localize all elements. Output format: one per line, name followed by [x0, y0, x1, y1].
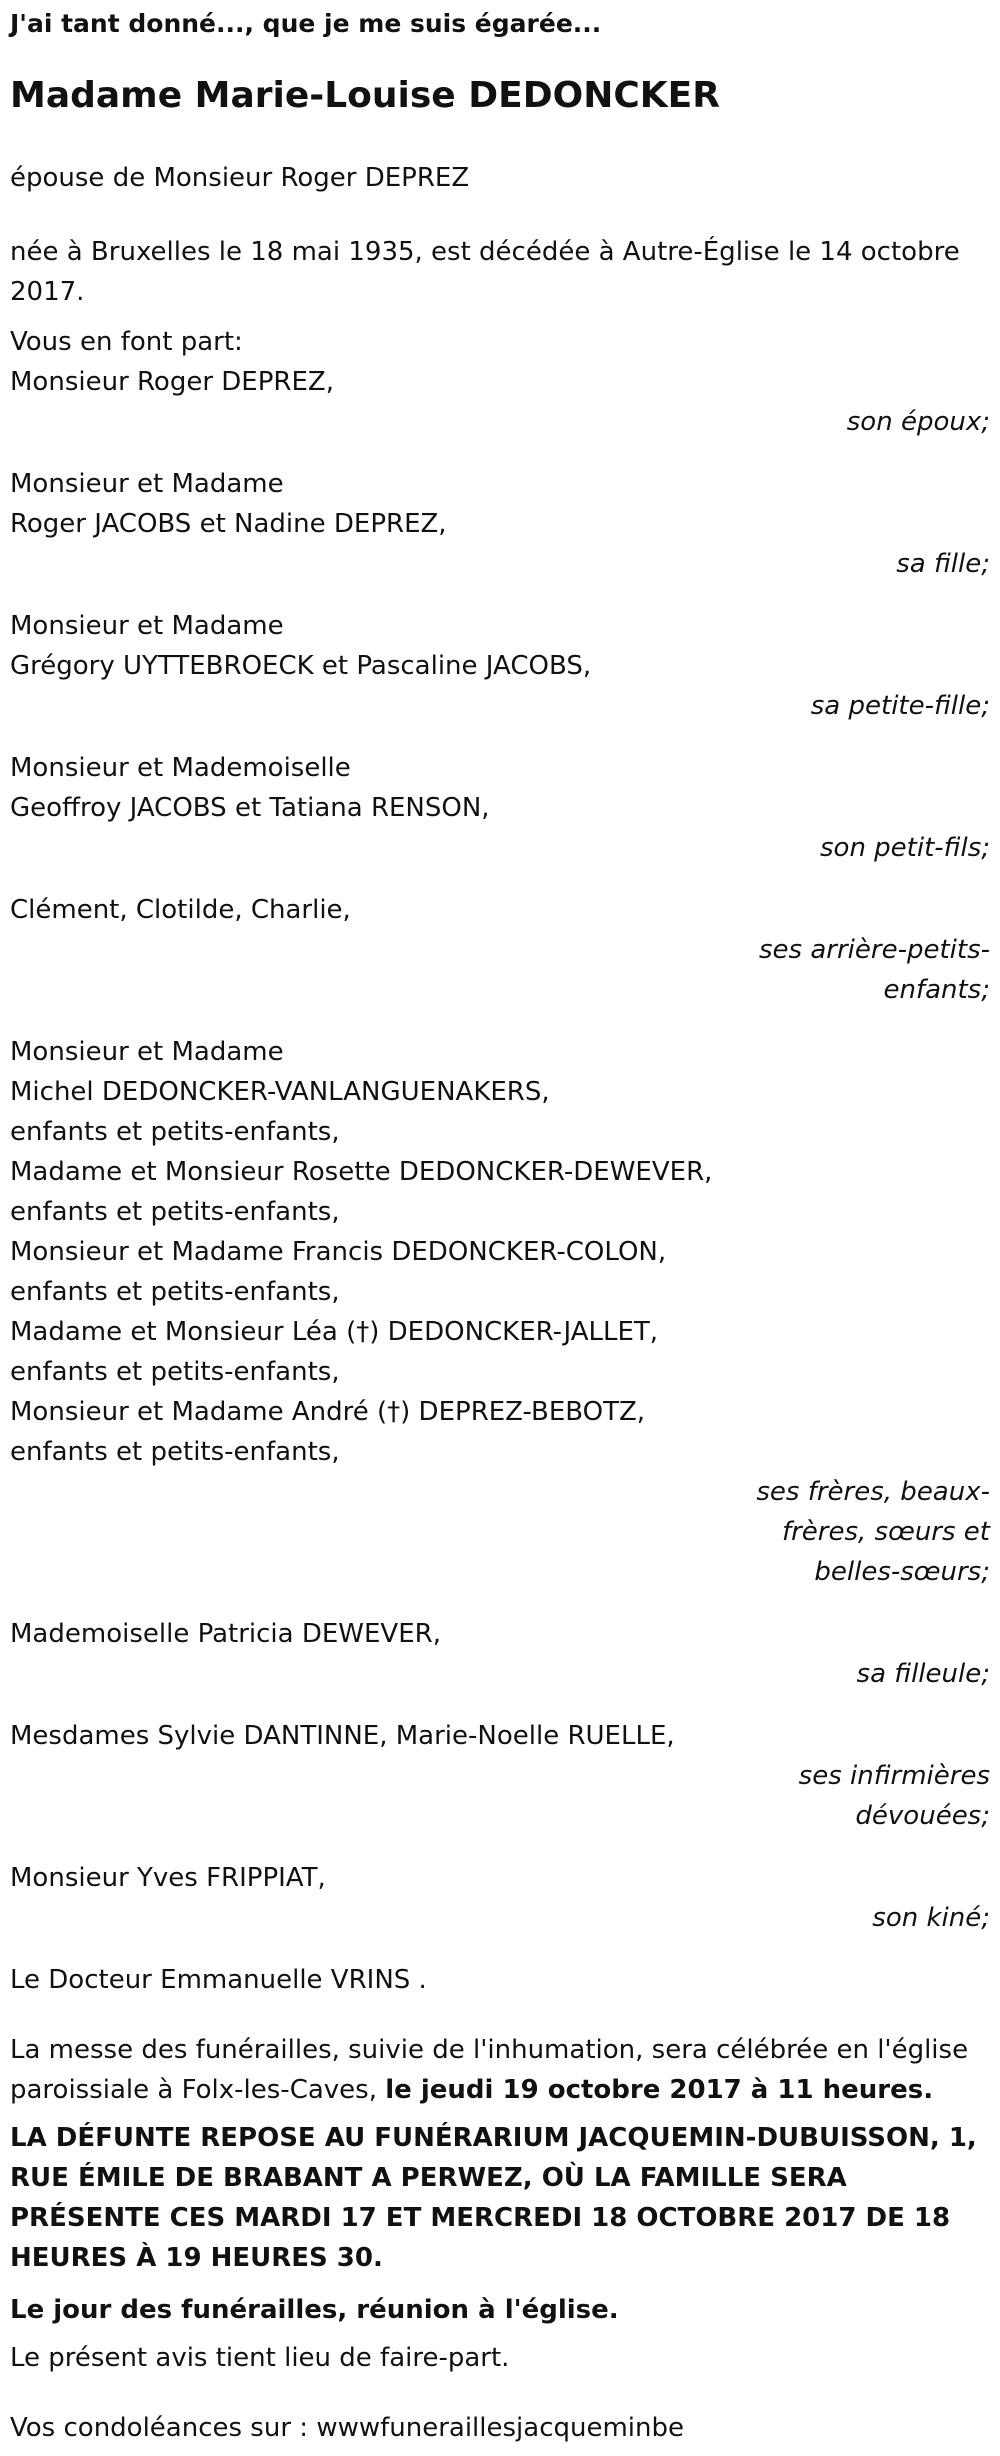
meeting-notice: Le jour des funérailles, réunion à l'église.	[10, 2295, 619, 2325]
family-member-line: Monsieur et Madame	[10, 1037, 284, 1067]
family-member-line: enfants et petits-enfants,	[10, 1197, 340, 1227]
obituary	[10, 4, 990, 2448]
family-entry	[10, 464, 990, 584]
reposing-notice: LA DÉFUNTE REPOSE AU FUNÉRARIUM JACQUEMIN-DUBUISSON, 1, RUE ÉMILE DE BRABANT A PERWEZ, OÙ LA FAMILLE SERA PRÉSENTE CES MARDI 17 ET MERCREDI 18 OCTOBRE 2017 DE 18 HEURES À 19 HEURES 30.	[10, 2123, 977, 2273]
funeral-text: La messe des funérailles, suivie de l'inhumation, sera célébrée en l'église paroissiale à Folx-les-Caves,	[10, 2035, 969, 2105]
family-member-line: Madame et Monsieur Léa (†) DEDONCKER-JALLET,	[10, 1317, 659, 1347]
family-entry	[10, 890, 990, 1010]
family-member-line: Monsieur Roger DEPREZ,	[10, 367, 334, 397]
family-entry	[10, 1614, 990, 1694]
family-member-line: Michel DEDONCKER-VANLANGUENAKERS,	[10, 1077, 550, 1107]
family-member-line: Mesdames Sylvie DANTINNE, Marie-Noelle RUELLE,	[10, 1721, 675, 1751]
family-member-line: Monsieur Yves FRIPPIAT,	[10, 1863, 326, 1893]
funeral-date: le jeudi 19 octobre 2017 à 11 heures.	[385, 2075, 934, 2105]
family-role: ses arrière-petits-enfants;	[759, 935, 990, 1005]
family-member-line: enfants et petits-enfants,	[10, 1357, 340, 1387]
family-role: son époux;	[846, 407, 990, 437]
family-member-line: Le Docteur Emmanuelle VRINS .	[10, 1965, 427, 1995]
family-role: son petit-fils;	[819, 833, 990, 863]
family-role: ses infirmières dévouées;	[798, 1761, 990, 1831]
birth-death-line: née à Bruxelles le 18 mai 1935, est décédée à Autre-Église le 14 octobre 2017.	[10, 237, 960, 307]
family-member-line: Monsieur et Madame	[10, 611, 284, 641]
family-member-line: Grégory UYTTEBROECK et Pascaline JACOBS,	[10, 651, 592, 681]
family-member-line: Roger JACOBS et Nadine DEPREZ,	[10, 509, 447, 539]
faire-part-notice: Le présent avis tient lieu de faire-part.	[10, 2343, 510, 2373]
family-role: ses frères, beaux-frères, sœurs et belles-sœurs;	[756, 1477, 990, 1587]
family-member-line: Geoffroy JACOBS et Tatiana RENSON,	[10, 793, 490, 823]
family-role: sa petite-fille;	[810, 691, 990, 721]
family-entry	[10, 362, 990, 442]
family-member-line: Mademoiselle Patricia DEWEVER,	[10, 1619, 441, 1649]
family-entry	[10, 748, 990, 868]
family-role: son kiné;	[872, 1903, 990, 1933]
funeral-paragraph	[10, 2030, 990, 2110]
family-list	[10, 362, 990, 2000]
family-member-line: Clément, Clotilde, Charlie,	[10, 895, 351, 925]
family-member-line: Madame et Monsieur Rosette DEDONCKER-DEWEVER,	[10, 1157, 713, 1187]
family-entry	[10, 1858, 990, 1938]
family-member-line: enfants et petits-enfants,	[10, 1437, 340, 1467]
intro-line: Vous en font part:	[10, 327, 243, 357]
family-member-line: Monsieur et Madame André (†) DEPREZ-BEBOTZ,	[10, 1397, 646, 1427]
family-member-line: Monsieur et Mademoiselle	[10, 753, 351, 783]
deceased-name: Madame Marie-Louise DEDONCKER	[10, 75, 720, 116]
family-entry	[10, 1032, 990, 1592]
family-entry	[10, 1716, 990, 1836]
family-entry	[10, 606, 990, 726]
family-member-line: enfants et petits-enfants,	[10, 1277, 340, 1307]
family-member-line: enfants et petits-enfants,	[10, 1117, 340, 1147]
family-role: sa fille;	[896, 549, 990, 579]
family-member-line: Monsieur et Madame Francis DEDONCKER-COLON,	[10, 1237, 667, 1267]
spouse-line: épouse de Monsieur Roger DEPREZ	[10, 163, 470, 193]
condolences-line: Vos condoléances sur : wwwfuneraillesjacqueminbe	[10, 2413, 685, 2443]
epigraph: J'ai tant donné..., que je me suis égarée...	[10, 9, 602, 38]
family-role: sa filleule;	[856, 1659, 990, 1689]
family-entry	[10, 1960, 990, 2000]
family-member-line: Monsieur et Madame	[10, 469, 284, 499]
